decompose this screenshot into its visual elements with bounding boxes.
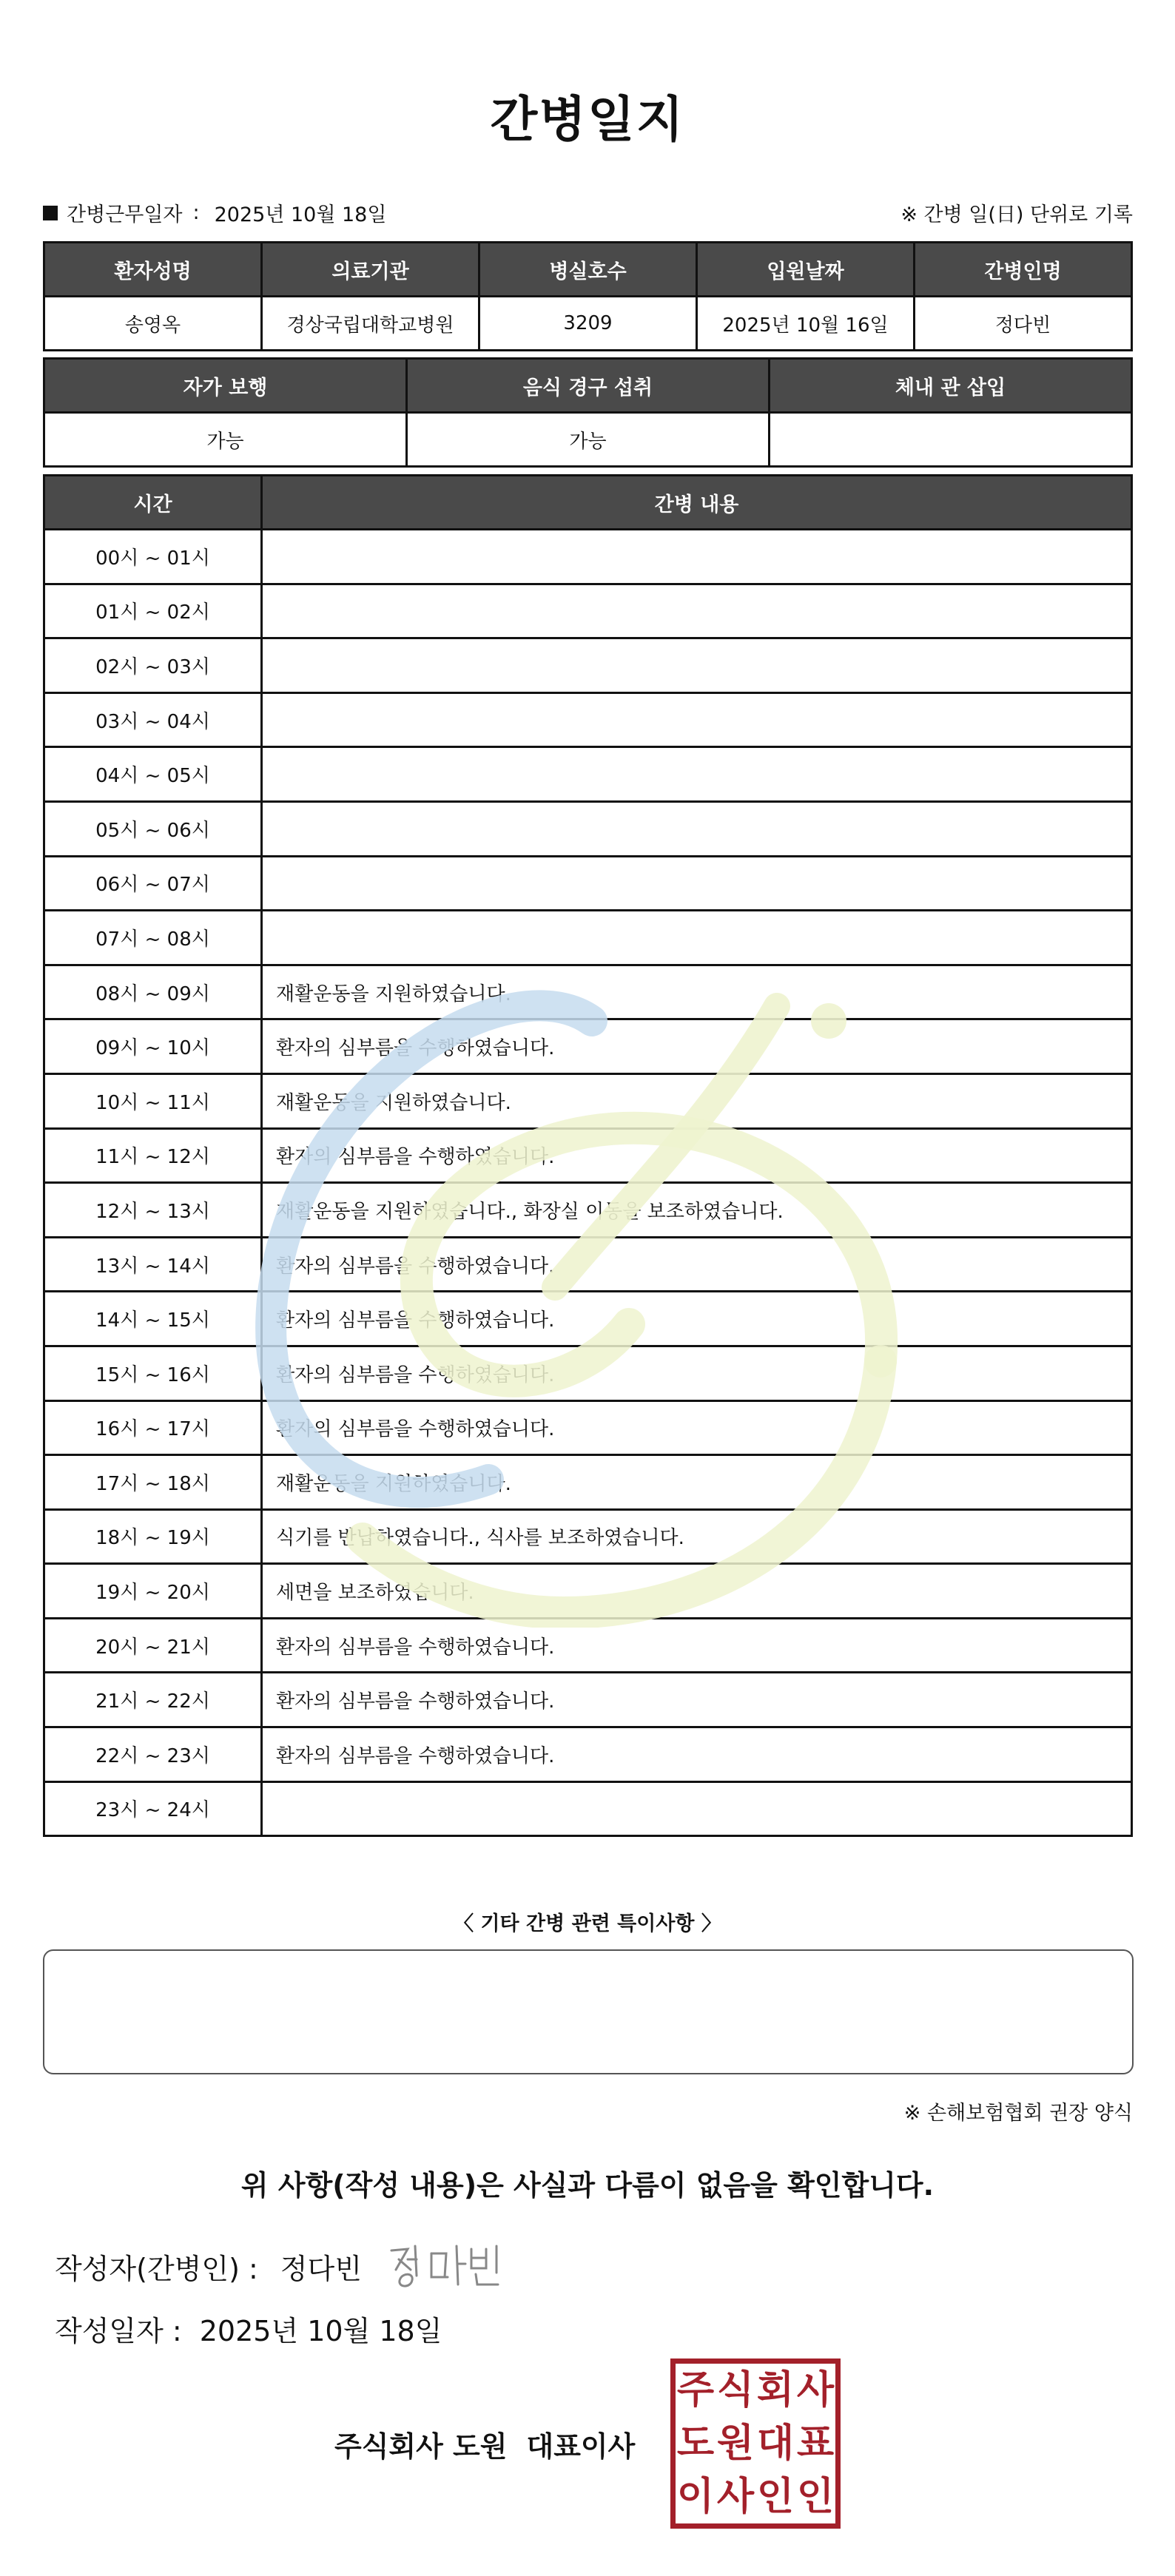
care-log-row (44, 530, 1132, 584)
care-log-content (262, 856, 1132, 911)
care-log-content: 재활운동을 지원하였습니다. (262, 1455, 1132, 1510)
header-time: 시간 (44, 476, 262, 530)
care-log-row (44, 1183, 1132, 1238)
care-log-content (262, 584, 1132, 638)
care-log-content: 환자의 심부름을 수행하였습니다. (262, 1618, 1132, 1673)
patient-info-header-row (44, 243, 1132, 297)
work-date-line (43, 198, 386, 227)
seal-character: 주 (676, 2367, 715, 2413)
write-date-line (55, 2308, 442, 2349)
care-log-time: 13시 ~ 14시 (44, 1237, 262, 1292)
care-log-content: 환자의 심부름을 수행하였습니다. (262, 1346, 1132, 1400)
care-log-time: 20시 ~ 21시 (44, 1618, 262, 1673)
header-room-number: 병실호수 (479, 243, 697, 297)
care-log-body (44, 530, 1132, 1836)
care-log-time: 14시 ~ 15시 (44, 1292, 262, 1346)
seal-character: 대 (756, 2421, 795, 2466)
confirmation-statement: 위 사항(작성 내용)은 사실과 다름이 없음을 확인합니다. (240, 2169, 935, 2202)
company-name: 주식회사 도원 (334, 2430, 508, 2463)
care-log-row (44, 638, 1132, 693)
care-log-content: 환자의 심부름을 수행하였습니다. (262, 1673, 1132, 1727)
special-notes-box (43, 1949, 1134, 2074)
care-log-content (262, 911, 1132, 965)
record-unit-note: ※ 간병 일(日) 단위로 기록 (900, 203, 1133, 226)
care-log-content: 환자의 심부름을 수행하였습니다. (262, 1237, 1132, 1292)
patient-info-value-row (44, 297, 1132, 351)
seal-character: 인 (756, 2474, 795, 2519)
care-log-row (44, 1237, 1132, 1292)
care-log-row (44, 1400, 1132, 1455)
care-log-row (44, 1727, 1132, 1782)
patient-name-value: 송영옥 (44, 297, 262, 351)
care-log-time: 16시 ~ 17시 (44, 1400, 262, 1455)
care-log-row (44, 1564, 1132, 1619)
company-line (334, 2424, 654, 2464)
care-log-row (44, 1019, 1132, 1074)
admission-date-value: 2025년 10월 16일 (697, 297, 915, 351)
care-log-time: 22시 ~ 23시 (44, 1727, 262, 1782)
patient-status-table (43, 357, 1133, 468)
care-log-row (44, 801, 1132, 856)
writer-line (55, 2240, 511, 2292)
form-source-note: ※ 손해보험협회 권장 양식 (903, 2102, 1133, 2125)
care-log-content: 재활운동을 지원하였습니다. (262, 1073, 1132, 1128)
care-log-time: 08시 ~ 09시 (44, 965, 262, 1019)
work-date-separator: : (192, 201, 200, 224)
care-log-row (44, 747, 1132, 802)
write-date-value: 2025년 10월 18일 (199, 2315, 442, 2347)
header-admission-date: 입원날짜 (697, 243, 915, 297)
care-log-content (262, 747, 1132, 802)
care-log-row (44, 692, 1132, 747)
seal-character: 이 (676, 2474, 715, 2519)
care-log-content (262, 692, 1132, 747)
care-log-time: 12시 ~ 13시 (44, 1183, 262, 1238)
seal-character: 표 (796, 2421, 835, 2466)
care-log-content (262, 638, 1132, 693)
special-notes-title: 〈 기타 간병 관련 특이사항 〉 (454, 1912, 721, 1935)
self-walking-value: 가능 (44, 413, 407, 467)
care-log-content: 식기를 반납하였습니다., 식사를 보조하였습니다. (262, 1509, 1132, 1564)
care-log-content: 재활운동을 지원하였습니다. (262, 965, 1132, 1019)
care-log-row (44, 1073, 1132, 1128)
seal-character: 사 (796, 2367, 835, 2413)
status-header-row (44, 359, 1132, 413)
care-log-time: 06시 ~ 07시 (44, 856, 262, 911)
care-log-time: 05시 ~ 06시 (44, 801, 262, 856)
oral-intake-value: 가능 (407, 413, 770, 467)
care-log-content: 재활운동을 지원하였습니다., 화장실 이동을 보조하였습니다. (262, 1183, 1132, 1238)
handwritten-signature (386, 2240, 511, 2292)
care-log-time: 00시 ~ 01시 (44, 530, 262, 584)
care-log-content (262, 1781, 1132, 1836)
status-value-row (44, 413, 1132, 467)
care-log-row (44, 965, 1132, 1019)
seal-character: 회 (756, 2367, 795, 2413)
header-self-walking: 자가 보행 (44, 359, 407, 413)
caregiver-name-value: 정다빈 (915, 297, 1132, 351)
bullet-square-icon (43, 206, 58, 220)
seal-character: 식 (716, 2367, 755, 2413)
care-log-content: 환자의 심부름을 수행하였습니다. (262, 1400, 1132, 1455)
seal-character: 원 (716, 2421, 755, 2466)
care-log-row (44, 911, 1132, 965)
care-log-row (44, 1618, 1132, 1673)
care-log-time: 02시 ~ 03시 (44, 638, 262, 693)
care-log-row (44, 1346, 1132, 1400)
care-log-row (44, 1673, 1132, 1727)
header-tube-insertion: 체내 관 삽입 (770, 359, 1132, 413)
care-log-content (262, 530, 1132, 584)
care-log-row (44, 1128, 1132, 1183)
care-log-time: 21시 ~ 22시 (44, 1673, 262, 1727)
header-oral-intake: 음식 경구 섭취 (407, 359, 770, 413)
care-log-time: 18시 ~ 19시 (44, 1509, 262, 1564)
header-hospital: 의료기관 (262, 243, 479, 297)
care-log-row (44, 856, 1132, 911)
care-log-time: 09시 ~ 10시 (44, 1019, 262, 1074)
patient-info-table (43, 241, 1133, 351)
header-caregiver-name: 간병인명 (915, 243, 1132, 297)
care-log-time: 04시 ~ 05시 (44, 747, 262, 802)
seal-character: 사 (716, 2474, 755, 2519)
work-date-label: 간병근무일자 (67, 203, 183, 226)
care-log-content: 환자의 심부름을 수행하였습니다. (262, 1019, 1132, 1074)
care-log-time: 19시 ~ 20시 (44, 1564, 262, 1619)
care-log-content: 환자의 심부름을 수행하였습니다. (262, 1292, 1132, 1346)
care-log-content: 환자의 심부름을 수행하였습니다. (262, 1727, 1132, 1782)
care-log-content: 환자의 심부름을 수행하였습니다. (262, 1128, 1132, 1183)
seal-character: 인 (796, 2474, 835, 2519)
care-log-row (44, 1292, 1132, 1346)
company-representative-title: 대표이사 (526, 2430, 636, 2463)
care-log-time: 15시 ~ 16시 (44, 1346, 262, 1400)
care-log-row (44, 584, 1132, 638)
care-log-time: 17시 ~ 18시 (44, 1455, 262, 1510)
hospital-value: 경상국립대학교병원 (262, 297, 479, 351)
writer-label: 작성자(간병인) : (55, 2252, 258, 2285)
care-log-time: 07시 ~ 08시 (44, 911, 262, 965)
care-log-time: 03시 ~ 04시 (44, 692, 262, 747)
care-log-content: 세면을 보조하였습니다. (262, 1564, 1132, 1619)
company-seal-stamp (670, 2358, 841, 2529)
care-log-row (44, 1781, 1132, 1836)
care-log-table (43, 474, 1133, 1837)
header-care-content: 간병 내용 (262, 476, 1132, 530)
tube-insertion-value (770, 413, 1132, 467)
care-log-row (44, 1509, 1132, 1564)
care-log-header-row (44, 476, 1132, 530)
write-date-label: 작성일자 : (55, 2315, 182, 2347)
care-log-row (44, 1455, 1132, 1510)
room-number-value: 3209 (479, 297, 697, 351)
care-log-time: 01시 ~ 02시 (44, 584, 262, 638)
care-log-time: 10시 ~ 11시 (44, 1073, 262, 1128)
care-log-time: 11시 ~ 12시 (44, 1128, 262, 1183)
header-patient-name: 환자성명 (44, 243, 262, 297)
work-date-value: 2025년 10월 18일 (214, 203, 387, 226)
seal-character: 도 (676, 2421, 715, 2466)
care-log-time: 23시 ~ 24시 (44, 1781, 262, 1836)
care-log-content (262, 801, 1132, 856)
document-title: 간병일지 (490, 91, 685, 148)
writer-name: 정다빈 (280, 2252, 362, 2285)
